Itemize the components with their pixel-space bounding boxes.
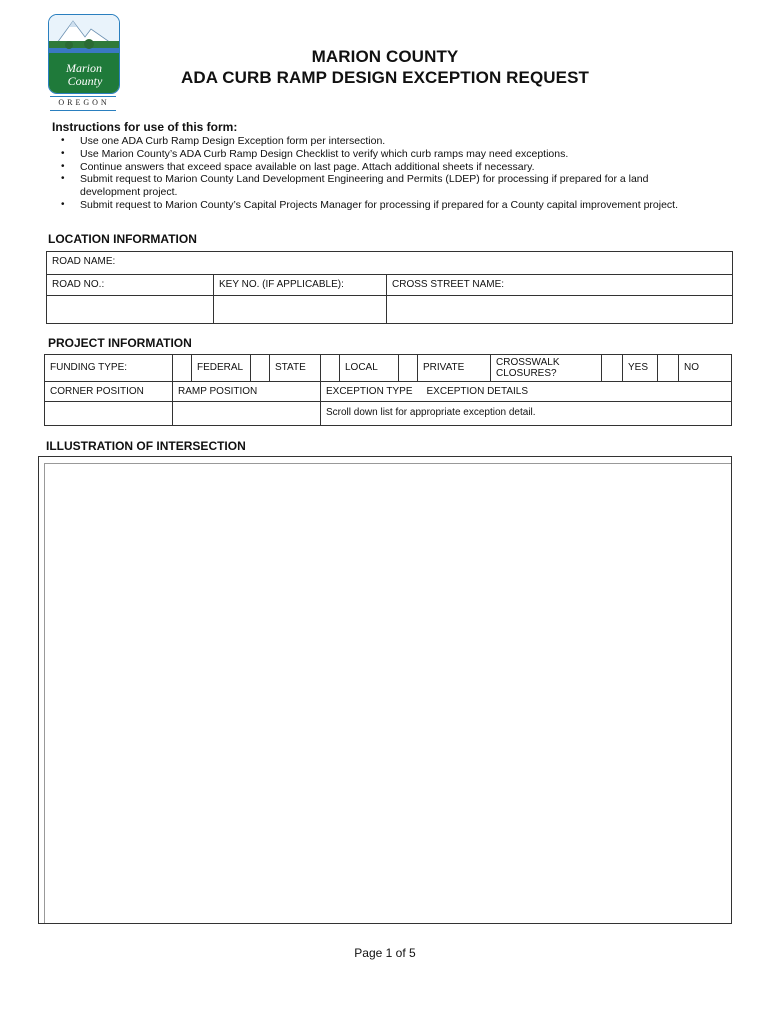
instruction-item: • Submit request to Marion County Land Development Engineering and Permits (LDEP) for processing if prepared for a land development project.	[58, 173, 698, 198]
yes-checkbox[interactable]	[602, 355, 623, 382]
ramp-position-label: RAMP POSITION	[178, 386, 258, 397]
private-checkbox[interactable]	[399, 355, 418, 382]
local-label-cell	[340, 355, 399, 382]
county-logo	[48, 14, 120, 112]
state-label-cell	[270, 355, 321, 382]
cross-street-label-cell	[387, 275, 733, 296]
instruction-item: • Submit request to Marion County’s Capital Projects Manager for processing if prepared for a County capital improvement project.	[58, 199, 698, 212]
private-label: PRIVATE	[423, 362, 465, 373]
page-title-line1: MARION COUNTY	[311, 47, 459, 66]
page-title-line2: ADA CURB RAMP DESIGN EXCEPTION REQUEST	[180, 68, 590, 87]
state-checkbox[interactable]	[251, 355, 270, 382]
exception-header	[321, 382, 731, 397]
private-label-cell	[418, 355, 491, 382]
instructions-heading: Instructions for use of this form:	[52, 120, 238, 134]
exception-type-label: EXCEPTION TYPE	[326, 386, 413, 397]
instruction-item: • Use Marion County’s ADA Curb Ramp Design Checklist to verify which curb ramps may need exceptions.	[58, 148, 698, 161]
cross-street-input[interactable]	[387, 296, 733, 324]
road-no-label: ROAD NO.:	[52, 279, 105, 290]
location-heading: LOCATION INFORMATION	[48, 232, 197, 246]
no-checkbox[interactable]	[658, 355, 679, 382]
corner-position-cell	[45, 382, 173, 402]
road-name-label: ROAD NAME:	[52, 256, 116, 267]
page-number: Page 1 of 5	[354, 946, 416, 960]
crosswalk-label-line1: CROSSWALK	[496, 357, 560, 368]
road-no-input[interactable]	[47, 296, 214, 324]
exception-header-cell	[321, 382, 732, 402]
location-table	[46, 251, 733, 324]
yes-label-cell	[623, 355, 658, 382]
ramp-position-select[interactable]	[173, 402, 321, 426]
federal-checkbox[interactable]	[173, 355, 192, 382]
key-no-input[interactable]	[214, 296, 387, 324]
local-checkbox[interactable]	[321, 355, 340, 382]
illustration-drawing-field[interactable]	[44, 463, 731, 923]
scroll-hint-text: Scroll down list for appropriate exception detail.	[326, 407, 536, 418]
ramp-position-cell	[173, 382, 321, 402]
corner-position-select[interactable]	[45, 402, 173, 426]
road-no-label-cell	[47, 275, 214, 296]
crosswalk-cell	[491, 355, 602, 382]
local-label: LOCAL	[345, 362, 378, 373]
crosswalk-label	[491, 355, 601, 379]
cross-street-label: CROSS STREET NAME:	[392, 279, 505, 290]
illustration-area[interactable]	[38, 456, 732, 924]
exception-details-label: EXCEPTION DETAILS	[426, 386, 529, 397]
funding-type-cell	[45, 355, 173, 382]
illustration-heading: ILLUSTRATION OF INTERSECTION	[46, 439, 246, 453]
logo-text-county: County	[67, 74, 103, 88]
instruction-item: • Continue answers that exceed space available on last page. Attach additional sheets if necessary.	[58, 161, 698, 174]
instructions-list	[58, 135, 698, 211]
exception-detail-select[interactable]	[321, 402, 732, 426]
instruction-item: • Use one ADA Curb Ramp Design Exception form per intersection.	[58, 135, 698, 148]
federal-label: FEDERAL	[197, 362, 244, 373]
project-heading: PROJECT INFORMATION	[48, 336, 192, 350]
logo-text-marion: Marion	[66, 61, 102, 75]
logo-state-text: OREGON	[58, 98, 110, 107]
state-label: STATE	[275, 362, 306, 373]
corner-position-label: CORNER POSITION	[50, 386, 144, 397]
no-label-cell	[679, 355, 732, 382]
federal-label-cell	[192, 355, 251, 382]
project-table	[44, 354, 732, 426]
road-name-field[interactable]	[47, 252, 733, 275]
logo-badge	[48, 14, 120, 94]
yes-label: YES	[628, 362, 649, 373]
funding-type-label: FUNDING TYPE:	[50, 362, 128, 373]
no-label: NO	[684, 362, 699, 373]
logo-rule-top	[50, 96, 116, 97]
key-no-label: KEY NO. (IF APPLICABLE):	[219, 279, 344, 290]
mountain-river-logo-icon	[49, 15, 119, 93]
key-no-label-cell	[214, 275, 387, 296]
logo-rule-bottom	[50, 110, 116, 111]
crosswalk-label-line2: CLOSURES?	[496, 368, 557, 379]
